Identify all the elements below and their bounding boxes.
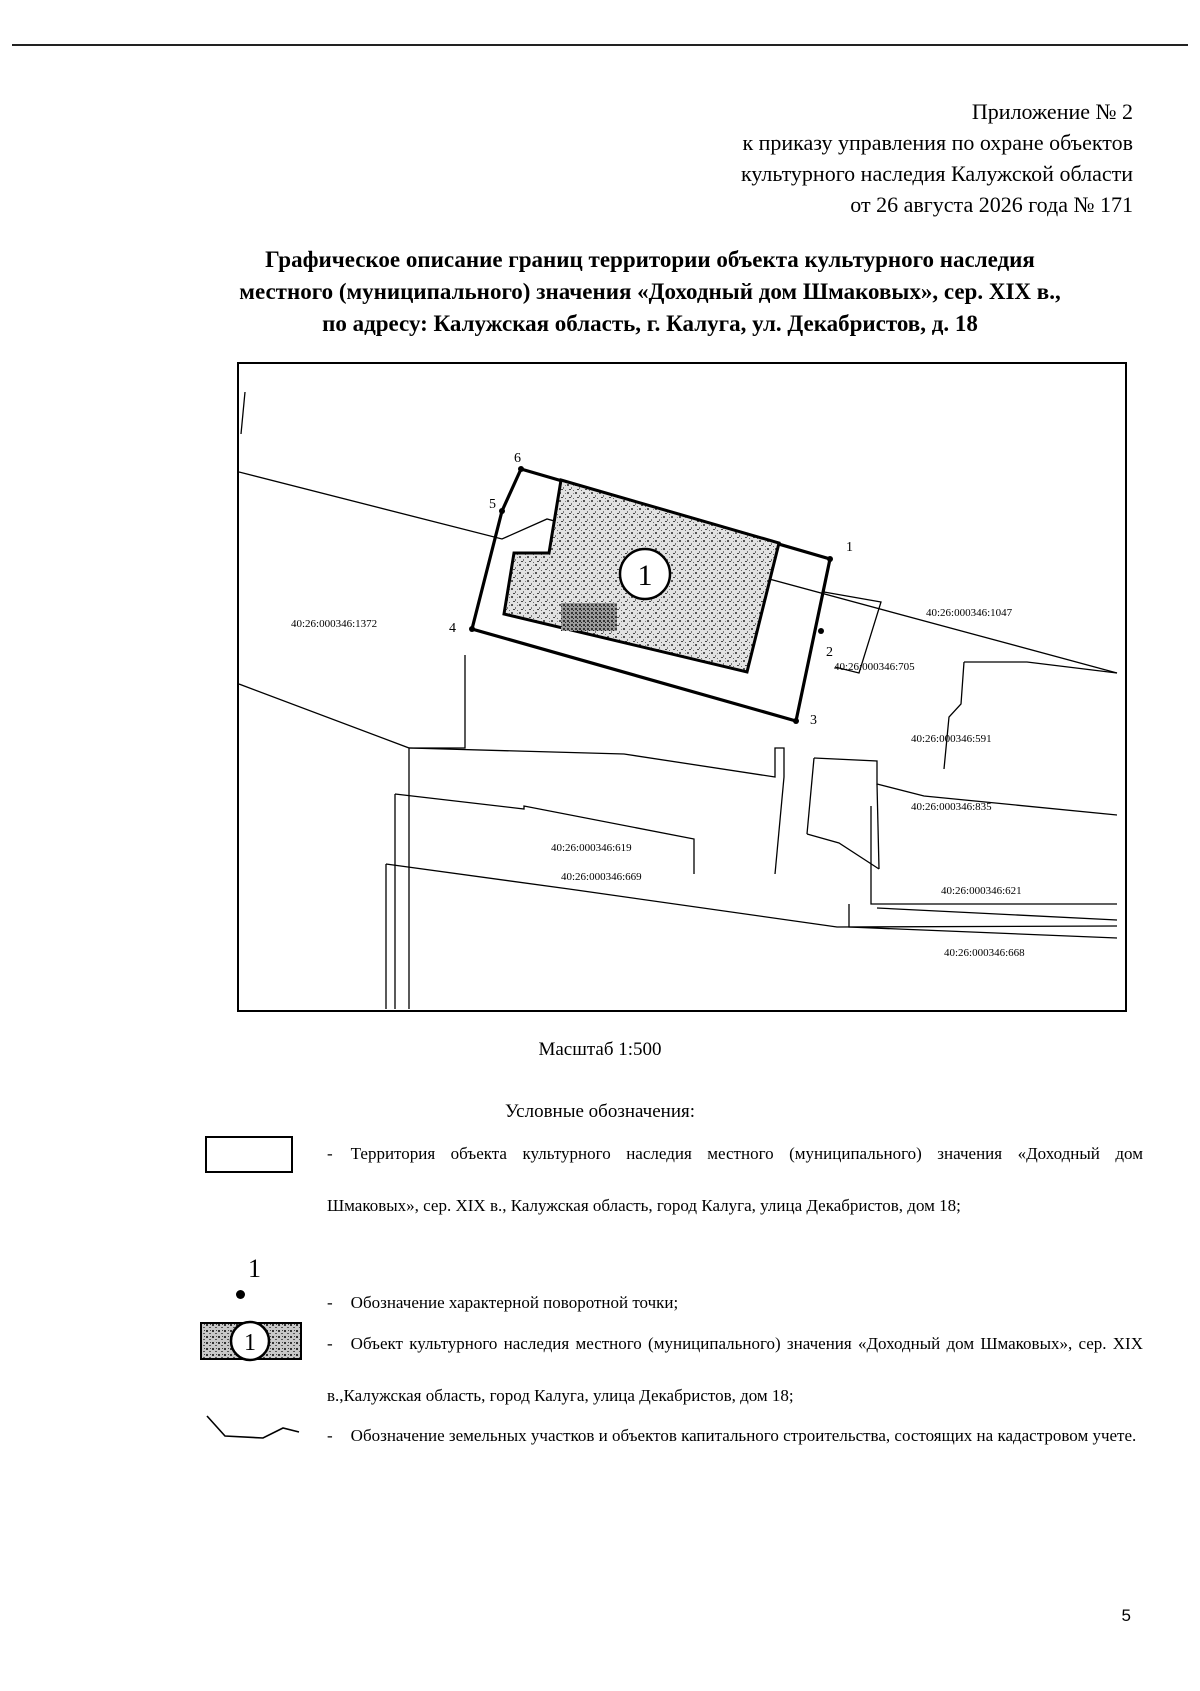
turning-point-4 — [469, 626, 475, 632]
legend-dash: - — [327, 1293, 333, 1312]
title-line: по адресу: Калужская область, г. Калуга, ул. Декабристов, д. 18 — [322, 311, 978, 336]
legend-item-heritage-object — [327, 1318, 1143, 1422]
point-label-1: 1 — [846, 540, 853, 555]
legend-title: Условные обозначения: — [504, 1101, 696, 1122]
parcel-label: 40:26:000346:1372 — [291, 618, 378, 630]
turning-point-dot — [236, 1290, 245, 1299]
turning-point-1 — [827, 556, 833, 562]
map-scale: Масштаб 1:500 — [538, 1039, 662, 1060]
parcel-label: 40:26:000346:668 — [944, 947, 1025, 959]
point-label-6: 6 — [514, 451, 521, 466]
cadastral-lines — [239, 392, 1117, 1009]
cadastral-line-symbol — [205, 1414, 301, 1442]
title-line: Графическое описание границ территории объекта культурного наследия — [265, 247, 1035, 272]
parcel-label: 40:26:000346:1047 — [926, 607, 1013, 619]
turning-point-symbol — [236, 1254, 276, 1302]
appendix-line: культурного наследия Калужской области — [741, 161, 1133, 186]
map-drawing — [239, 364, 1125, 1010]
point-label-5: 5 — [489, 497, 496, 512]
title-line: местного (муниципального) значения «Доходный дом Шмаковых», сер. XIX в., — [239, 279, 1061, 304]
legend-dash: - — [327, 1426, 333, 1445]
legend-item-text: Обозначение характерной поворотной точки; — [350, 1293, 679, 1312]
legend-item-cadastral — [327, 1410, 1143, 1462]
legend-item-text: Обозначение земельных участков и объектов капитального строительства, состоящих на кадастровом учете. — [350, 1426, 1137, 1445]
top-rule — [12, 44, 1188, 46]
legend-dash: - — [327, 1144, 333, 1163]
legend-item-territory — [327, 1128, 1143, 1232]
appendix-line: от 26 августа 2026 года № 171 — [850, 192, 1133, 217]
appendix-header — [741, 96, 1133, 220]
boundary-map — [237, 362, 1127, 1012]
turning-point-3 — [793, 718, 799, 724]
parcel-label: 40:26:000346:705 — [834, 661, 915, 673]
document-title — [150, 244, 1150, 340]
turning-point-2 — [818, 628, 824, 634]
legend-item-text: Территория объекта культурного наследия местного (муниципального) значения «Доходный дом Шмаковых», сер. XIX в., Калужская область, город Калуга, улица Декабристов, дом 18; — [327, 1144, 1143, 1215]
appendix-line: Приложение № 2 — [971, 99, 1133, 124]
legend-dash: - — [327, 1334, 333, 1353]
turning-point-5 — [499, 508, 505, 514]
turning-point-6 — [518, 466, 524, 472]
turning-point-number: 1 — [248, 1254, 261, 1283]
point-label-3: 3 — [810, 713, 817, 728]
parcel-label: 40:26:000346:621 — [941, 885, 1022, 897]
legend-item-text: Объект культурного наследия местного (муниципального) значения «Доходный дом Шмаковых», сер. XIX в.,Калужская область, город Калуга, улица Декабристов, дом 18; — [327, 1334, 1143, 1405]
parcel-label: 40:26:000346:835 — [911, 801, 992, 813]
building-dark-area — [561, 603, 617, 631]
appendix-line: к приказу управления по охране объектов — [742, 130, 1133, 155]
object-marker-label: 1 — [637, 559, 653, 592]
page-number: 5 — [1121, 1606, 1131, 1625]
parcel-label: 40:26:000346:591 — [911, 733, 992, 745]
heritage-object-symbol-number: 1 — [244, 1330, 256, 1356]
point-label-4: 4 — [449, 621, 456, 636]
parcel-label: 40:26:000346:669 — [561, 871, 642, 883]
territory-boundary-symbol — [205, 1136, 293, 1173]
parcel-label: 40:26:000346:619 — [551, 842, 632, 854]
heritage-object-symbol — [200, 1318, 302, 1364]
point-label-2: 2 — [826, 645, 833, 660]
